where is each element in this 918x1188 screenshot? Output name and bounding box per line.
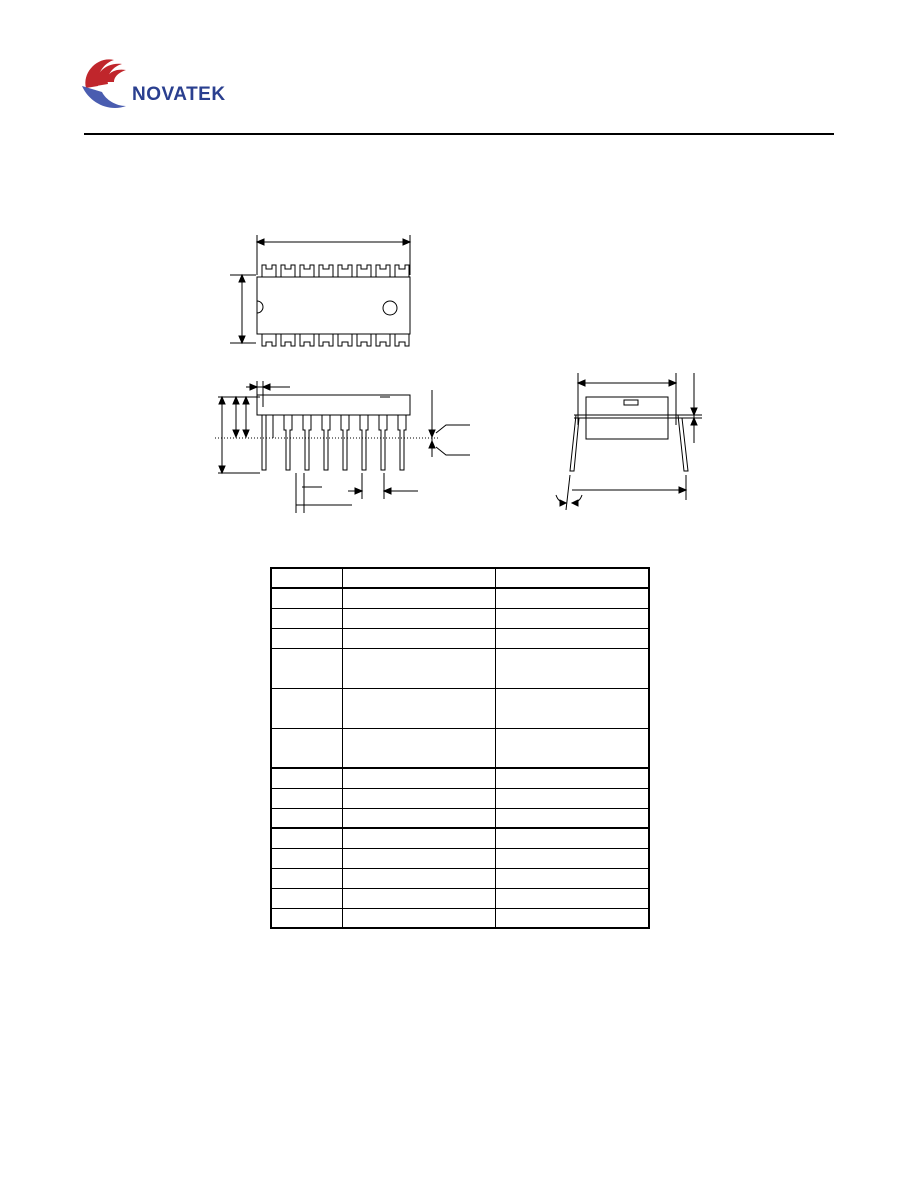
table-cell-inch xyxy=(496,888,650,908)
table-cell-inch xyxy=(496,868,650,888)
table-cell-mm xyxy=(343,908,496,928)
table-cell-inch xyxy=(496,808,650,828)
table-row xyxy=(271,848,649,868)
package-outline-drawing xyxy=(200,225,720,520)
brand-name: NOVATEK xyxy=(132,84,226,105)
dimension-table-body xyxy=(271,568,649,928)
table-cell-symbol xyxy=(271,588,343,608)
table-row xyxy=(271,688,649,728)
table-row xyxy=(271,808,649,828)
table-cell-symbol xyxy=(271,848,343,868)
table-cell-inch xyxy=(496,648,650,688)
table-row xyxy=(271,728,649,768)
table-cell-mm xyxy=(343,648,496,688)
table-cell-mm xyxy=(343,728,496,768)
table-cell-mm xyxy=(343,828,496,848)
table-row xyxy=(271,568,649,588)
table-cell-mm xyxy=(343,568,496,588)
table-cell-mm xyxy=(343,888,496,908)
table-row xyxy=(271,648,649,688)
table-cell-inch xyxy=(496,768,650,788)
table-row xyxy=(271,908,649,928)
header-divider xyxy=(84,133,834,135)
table-row xyxy=(271,828,649,848)
table-cell-mm xyxy=(343,868,496,888)
table-cell-symbol xyxy=(271,628,343,648)
table-cell-inch xyxy=(496,628,650,648)
table-cell-mm xyxy=(343,808,496,828)
table-cell-inch xyxy=(496,908,650,928)
table-cell-inch xyxy=(496,828,650,848)
table-cell-symbol xyxy=(271,828,343,848)
table-cell-symbol xyxy=(271,688,343,728)
table-cell-symbol xyxy=(271,908,343,928)
table-cell-mm xyxy=(343,788,496,808)
table-cell-symbol xyxy=(271,648,343,688)
table-row xyxy=(271,628,649,648)
table-row xyxy=(271,788,649,808)
table-cell-symbol xyxy=(271,568,343,588)
table-cell-symbol xyxy=(271,788,343,808)
table-cell-symbol xyxy=(271,728,343,768)
table-cell-symbol xyxy=(271,888,343,908)
table-cell-inch xyxy=(496,788,650,808)
table-row xyxy=(271,608,649,628)
table-cell-inch xyxy=(496,588,650,608)
table-cell-inch xyxy=(496,848,650,868)
table-cell-mm xyxy=(343,628,496,648)
table-cell-symbol xyxy=(271,768,343,788)
table-cell-inch xyxy=(496,688,650,728)
table-cell-inch xyxy=(496,608,650,628)
table-cell-mm xyxy=(343,608,496,628)
logo-swoosh-icon xyxy=(82,59,126,108)
table-cell-symbol xyxy=(271,868,343,888)
table-cell-mm xyxy=(343,848,496,868)
top-view xyxy=(230,235,410,346)
end-view xyxy=(556,373,702,510)
table-cell-mm xyxy=(343,688,496,728)
table-row xyxy=(271,588,649,608)
table-row xyxy=(271,868,649,888)
table-cell-symbol xyxy=(271,808,343,828)
table-cell-mm xyxy=(343,588,496,608)
table-cell-inch xyxy=(496,728,650,768)
table-cell-mm xyxy=(343,768,496,788)
table-cell-inch xyxy=(496,568,650,588)
table-row xyxy=(271,888,649,908)
dimension-table xyxy=(270,567,650,929)
table-cell-symbol xyxy=(271,608,343,628)
table-row xyxy=(271,768,649,788)
side-view xyxy=(215,381,470,513)
